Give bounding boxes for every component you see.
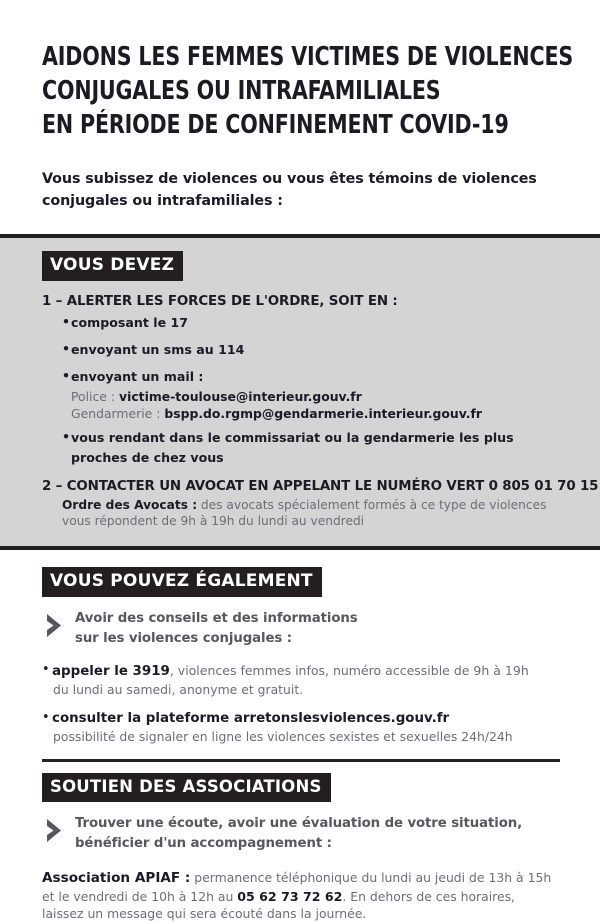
bullet-composant-17: • composant le 17	[62, 313, 560, 333]
can-arrow-line-2: sur les violences conjugales :	[75, 631, 292, 646]
badge-vous-devez: VOUS DEVEZ	[42, 251, 183, 281]
can-arrow-line-1: Avoir des conseils et des informations	[75, 611, 358, 626]
mail-police-address[interactable]: victime-toulouse@interieur.gouv.fr	[119, 389, 362, 404]
mail-police	[71, 388, 560, 405]
section-soutien-des-associations	[0, 773, 600, 923]
badge-vous-pouvez-egalement: VOUS POUVEZ ÉGALEMENT	[42, 567, 322, 597]
bullet-3919	[42, 662, 560, 698]
section-vous-pouvez-egalement	[0, 567, 600, 745]
must-item-1-bullets-last	[42, 428, 560, 468]
must-item-2-heading: 2 – CONTACTER UN AVOCAT EN APPELANT LE NUMÉRO VERT 0 805 01 70 15	[42, 479, 599, 494]
page-subtitle-line-1: Vous subissez de violences ou vous êtes témoins de violences	[42, 171, 537, 187]
page-title-line-2: CONJUGALES OU INTRAFAMILIALES	[42, 76, 441, 106]
must-item-1-bullets	[42, 313, 560, 387]
bullet-plateforme-bold[interactable]: consulter la plateforme arretonslesviolences.gouv.fr	[52, 711, 450, 726]
page-title-line-1: AIDONS LES FEMMES VICTIMES DE VIOLENCES	[42, 42, 574, 72]
bullet-commissariat: • vous rendant dans le commissariat ou la gendarmerie les plus proches de chez vous	[62, 428, 560, 468]
ordre-des-avocats-label: Ordre des Avocats :	[62, 498, 198, 512]
badge-soutien-des-associations: SOUTIEN DES ASSOCIATIONS	[42, 773, 331, 803]
association-apiaf-name: Association APIAF :	[42, 870, 191, 886]
association-apiaf-phone[interactable]: 05 62 73 72 62	[237, 888, 343, 904]
page-subtitle-line-2: conjugales ou intrafamiliales :	[42, 193, 283, 209]
chevron-right-icon	[44, 612, 66, 640]
bullet-sms-114: • envoyant un sms au 114	[62, 340, 560, 360]
must-item-2-description	[62, 497, 560, 529]
can-bullets	[42, 662, 560, 745]
support-arrow-line-1: Trouver une écoute, avoir une évaluation de votre situation,	[75, 816, 523, 831]
mail-gendarmerie-label: Gendarmerie :	[71, 406, 161, 421]
can-arrow-text	[75, 609, 358, 649]
support-arrow-text	[75, 814, 522, 854]
can-arrow-row	[42, 609, 560, 649]
bullet-plateforme	[42, 710, 560, 745]
chevron-right-icon	[44, 817, 66, 845]
section-divider	[42, 759, 560, 762]
bullet-3919-bold[interactable]: appeler le 3919	[52, 664, 170, 679]
support-arrow-line-2: bénéficier d'un accompagnement :	[75, 836, 332, 851]
page-title	[42, 40, 574, 142]
section-vous-devez	[0, 234, 600, 550]
poster-header	[0, 0, 600, 212]
bullet-plateforme-sub: possibilité de signaler en ligne les violences sexistes et sexuelles 24h/24h	[53, 729, 513, 744]
must-item-1-heading: 1 – ALERTER LES FORCES DE L'ORDRE, SOIT EN :	[42, 294, 398, 309]
bullet-3919-rest: , violences femmes infos, numéro accessible de 9h à 19h	[169, 663, 529, 678]
association-apiaf-text-before: permanence téléphonique du lundi au jeudi de 13h à 15h et le vendredi de 10h à 12h au	[42, 870, 552, 904]
mail-gendarmerie-address[interactable]: bspp.do.rgmp@gendarmerie.interieur.gouv.fr	[164, 406, 482, 421]
must-item-2-desc-line-1	[62, 497, 560, 513]
mail-police-label: Police :	[71, 389, 116, 404]
support-arrow-row	[42, 814, 560, 854]
page-subtitle	[42, 168, 560, 212]
mail-gendarmerie	[71, 405, 560, 422]
must-mail-list	[71, 388, 560, 422]
must-item-2-desc-line-2: vous répondent de 9h à 19h du lundi au vendredi	[62, 514, 365, 528]
association-apiaf-paragraph	[42, 869, 560, 923]
bullet-envoyant-mail: • envoyant un mail :	[62, 367, 560, 387]
must-item-2-desc-rest: des avocats spécialement formés à ce type de violences	[197, 498, 547, 512]
association-apiaf-text-after: . En dehors de ces horaires, laissez un message qui sera écouté dans la journée.	[42, 888, 515, 921]
bullet-3919-sub: du lundi au samedi, anonyme et gratuit.	[53, 682, 304, 697]
page-title-line-3: EN PÉRIODE DE CONFINEMENT COVID-19	[42, 110, 509, 140]
